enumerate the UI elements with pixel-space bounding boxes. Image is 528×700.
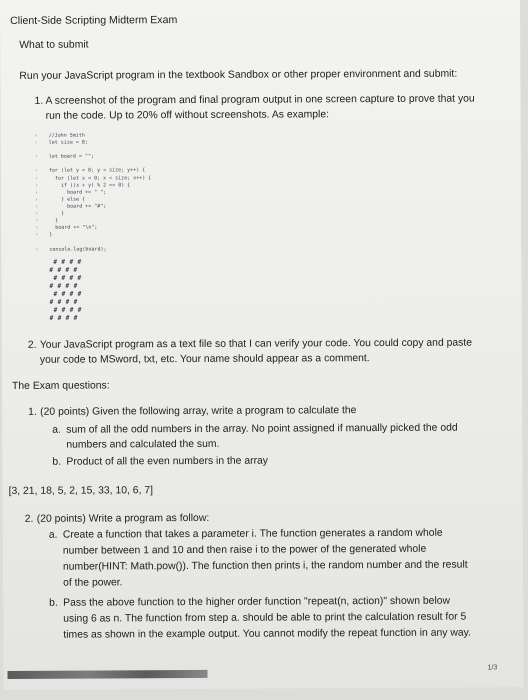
code-line: } else { <box>49 196 86 203</box>
output-line: # # # # <box>49 258 82 266</box>
code-line: board += "\n"; <box>49 224 98 231</box>
code-line: board += " "; <box>48 189 107 196</box>
code-line: //John Smith <box>48 132 85 139</box>
what-to-submit-heading: What to submit <box>19 39 89 51</box>
question-2a-line-3: number(HINT: Math.pow()). The function then prints i, the random number and the result <box>62 559 468 573</box>
code-line: let size = 8; <box>48 139 88 146</box>
submit-item-2-line-2: your code to MSword, txt, etc. Your name should appear as a comment. <box>39 353 370 366</box>
question-1b-text: Product of all the even numbers in the array <box>66 455 269 468</box>
exam-questions-heading: The Exam questions: <box>11 380 110 392</box>
output-line: # # # # <box>49 274 82 282</box>
code-line: } <box>49 210 65 217</box>
question-1a-line-2: numbers and calculated the sum. <box>66 438 220 451</box>
code-line: let board = ""; <box>48 153 94 161</box>
submit-item-1-line-2: run the code. Up to 20% off without screenshots. As example: <box>45 109 330 122</box>
code-output <box>49 259 81 323</box>
question-2a-line-2: number between 1 and 10 and then raise i to the power of the generated whole <box>62 543 427 557</box>
question-2b-line-3: times as shown in the example output. You cannot modify the repeat function in any way. <box>63 627 471 641</box>
code-line: } <box>49 217 59 224</box>
code-line: if ((x + y) % 2 == 0) { <box>48 181 131 189</box>
question-2b-line-2: using 6 as n. The function from step a. should be able to print the calculation result for 5 <box>63 611 467 625</box>
question-2a-line-4: of the power. <box>63 577 123 589</box>
question-1-text: (20 points) Given the following array, write a program to calculate the <box>40 405 357 418</box>
question-2a-label: a. <box>48 529 58 541</box>
code-line: } <box>49 232 53 239</box>
question-1-number: 1. <box>28 406 37 418</box>
output-line: # # # # <box>49 282 82 290</box>
question-1b-label: b. <box>52 456 62 468</box>
output-line: # # # # <box>49 314 82 322</box>
question-1a-line-1: sum of all the odd numbers in the array. No point assigned if manually picked the odd <box>66 422 458 436</box>
redacted-footer-text <box>8 670 208 679</box>
output-line: # # # # <box>49 298 82 306</box>
code-line: for (let y = 0; y < size; y++) { <box>48 167 146 175</box>
code-sample <box>49 132 200 253</box>
question-2-number: 2. <box>24 513 34 525</box>
question-2a-line-1: Create a function that takes a parameter i. The function generates a random whole <box>62 527 443 541</box>
submit-item-1-line-1: A screenshot of the program and final program output in one screen capture to prove that you <box>45 93 475 107</box>
question-2b-line-1: Pass the above function to the higher order function "repeat(n, action)" shown below <box>63 595 451 609</box>
question-1a-label: a. <box>52 424 61 436</box>
code-line-gutter: › › › › › › › › › › › › › › <box>34 132 39 253</box>
output-line: # # # # <box>49 306 82 314</box>
submit-item-1-number: 1. <box>34 95 44 107</box>
output-line: # # # # <box>49 266 82 274</box>
output-line: # # # # <box>49 290 82 298</box>
code-line: for (let x = 0; x < size; x++) { <box>48 174 152 182</box>
code-line: console.log(board); <box>49 245 107 253</box>
question-2-text: (20 points) Write a program as follow: <box>36 512 210 525</box>
submission-instruction: Run your JavaScript program in the textbook Sandbox or other proper environment and submit: <box>19 68 458 82</box>
submit-item-2-number: 2. <box>27 339 37 351</box>
code-line: board += "#"; <box>49 203 107 210</box>
question-2b-label: b. <box>49 597 58 609</box>
document-title: Client-Side Scripting Midterm Exam <box>10 14 178 27</box>
submit-item-2-line-1: Your JavaScript program as a text file so that I can verify your code. You could copy and paste <box>39 337 473 351</box>
page-number: 1/3 <box>487 664 498 672</box>
array-literal: [3, 21, 18, 5, 2, 15, 33, 10, 6, 7] <box>8 485 154 497</box>
